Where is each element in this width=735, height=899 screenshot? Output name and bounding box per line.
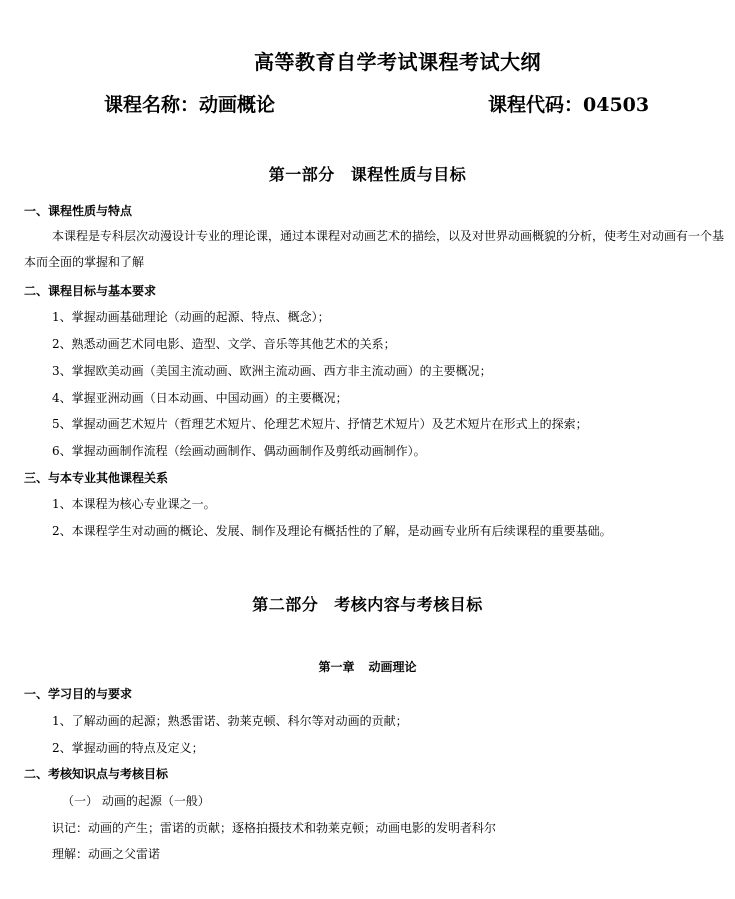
list-item: 6、掌握动画制作流程（绘画动画制作、偶动画制作及剪纸动画制作）。 [52,444,426,458]
document-title: 高等教育自学考试课程考试大纲 [254,50,541,74]
list-item: 理解：动画之父雷诺 [52,847,161,861]
list-item: 1、本课程为核心专业课之一。 [52,497,216,511]
part-two-title [0,592,735,615]
part-two-label: 第二部分 [252,595,319,614]
list-item: 1、了解动画的起源；熟悉雷诺、勃莱克顿、科尔等对动画的贡献； [52,714,408,728]
part-one-heading: 课程性质与目标 [350,165,467,184]
list-item: 3、掌握欧美动画（美国主流动画、欧洲主流动画、西方非主流动画）的主要概况； [52,364,492,378]
chapter-title [0,658,735,675]
list-item: 5、掌握动画艺术短片（哲理艺术短片、伦理艺术短片、抒情艺术短片）及艺术短片在形式上的探索； [52,417,588,431]
part-one-title [0,162,735,185]
chapter-label: 第一章 [318,660,355,674]
section-heading: 二、课程目标与基本要求 [24,284,157,298]
course-code: 课程代码：04503 [488,94,650,116]
course-description: 本课程是专科层次动漫设计专业的理论课，通过本课程对动画艺术的描绘，以及对世界动画概貌的分析，使考生对动画有一个基本而全面的掌握和了解 [24,229,725,269]
part-two-heading: 考核内容与考核目标 [334,595,483,614]
section-heading: 一、学习目的与要求 [24,687,133,701]
sub-heading: （一） 动画的起源（一般） [62,794,210,808]
section-heading: 三、与本专业其他课程关系 [24,471,169,485]
section-heading: 一、课程性质与特点 [24,204,133,218]
chapter-heading: 动画理论 [368,660,417,674]
list-item: 2、熟悉动画艺术同电影、造型、文学、音乐等其他艺术的关系； [52,337,396,351]
list-item: 2、本课程学生对动画的概论、发展、制作及理论有概括性的了解，是动画专业所有后续课程的重要基础。 [52,524,612,538]
list-item: 4、掌握亚洲动画（日本动画、中国动画）的主要概况； [52,391,348,405]
list-item: 识记：动画的产生；雷诺的贡献；逐格拍摄技术和勃莱克顿；动画电影的发明者科尔 [52,821,497,835]
section-heading: 二、考核知识点与考核目标 [24,767,169,781]
list-item: 1、掌握动画基础理论（动画的起源、特点、概念）； [52,310,330,324]
part-one-label: 第一部分 [268,165,335,184]
list-item: 2、掌握动画的特点及定义； [52,741,204,755]
course-name: 课程名称：动画概论 [104,94,276,116]
